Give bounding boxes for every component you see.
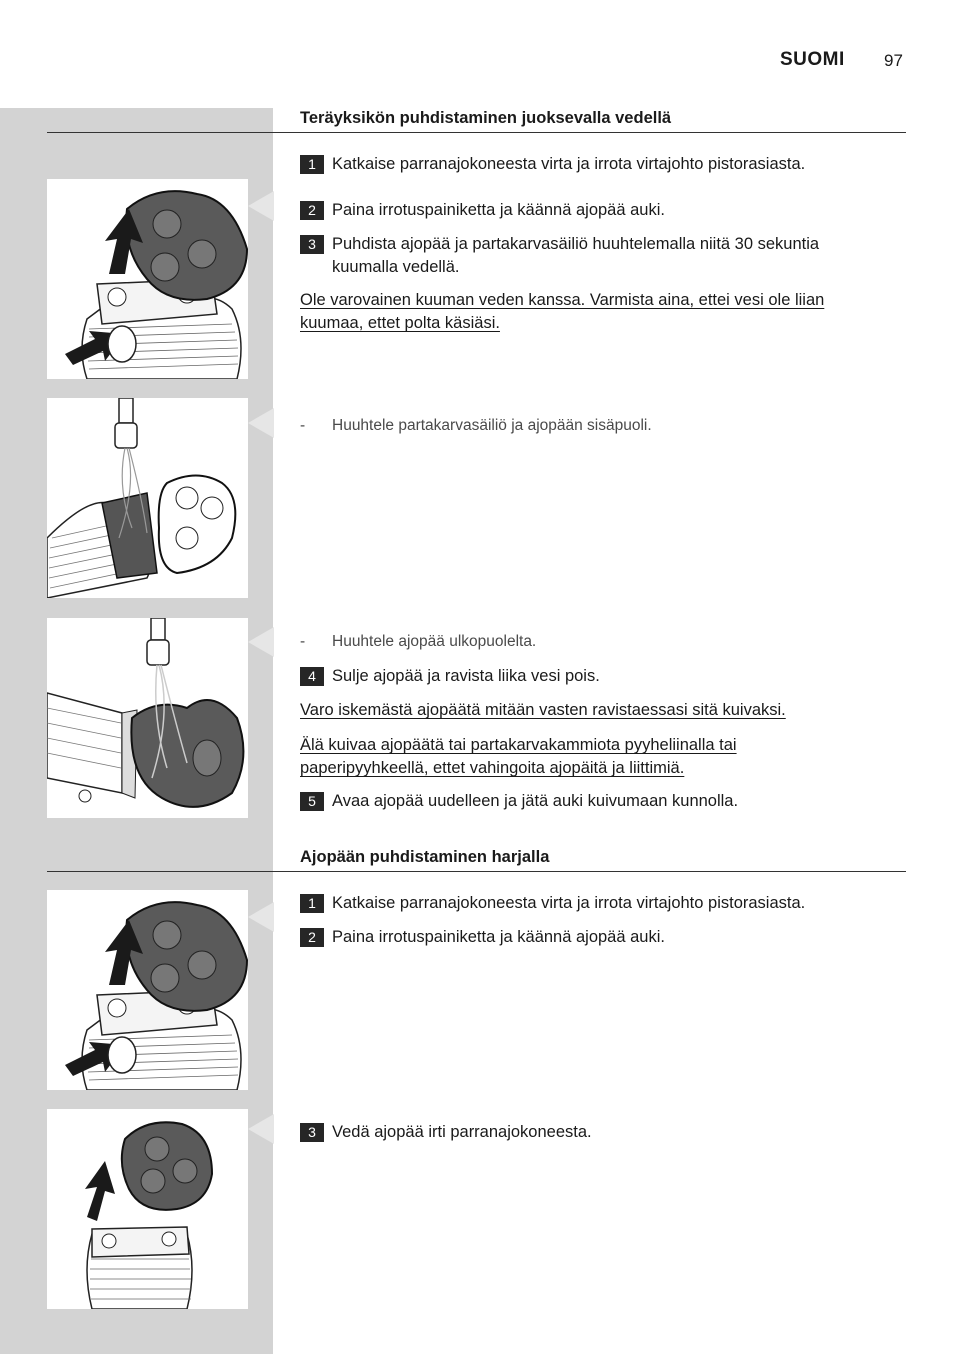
step-text: Katkaise parranajokoneesta virta ja irrota virtajohto pistorasiasta. <box>332 894 806 912</box>
step-3 <box>300 233 880 279</box>
step-number: 2 <box>300 928 324 947</box>
step-text: Vedä ajopää irti parranajokoneesta. <box>332 1123 592 1141</box>
illustration-open-shaving-unit <box>47 179 248 379</box>
section-divider <box>47 871 906 872</box>
callout-pointer <box>248 902 274 932</box>
warning-no-knocking: Varo iskemästä ajopäätä mitään vasten ravistaessasi sitä kuivaksi. <box>300 701 786 719</box>
language-header: SUOMI <box>780 49 845 70</box>
illustration-remove-shaving-unit <box>47 1109 248 1309</box>
step-number: 4 <box>300 667 324 686</box>
step-number: 1 <box>300 155 324 174</box>
step-number: 5 <box>300 792 324 811</box>
step-text: Katkaise parranajokoneesta virta ja irrota virtajohto pistorasiasta. <box>332 155 806 173</box>
step-number: 3 <box>300 235 324 254</box>
illustration-open-shaving-unit-2 <box>47 890 248 1090</box>
step-5 <box>300 790 890 813</box>
callout-pointer <box>248 627 274 657</box>
step-number: 2 <box>300 201 324 220</box>
section-divider <box>47 132 906 133</box>
section-title-brush: Ajopään puhdistaminen harjalla <box>300 848 550 866</box>
step-3-brush <box>300 1121 890 1144</box>
illustration-rinse-inside <box>47 398 248 598</box>
warning-no-towel: Älä kuivaa ajopäätä tai partakarvakammiota pyyheliinalla tai paperipyyhkeellä, ettet vahingoita ajopäitä ja liittimiä. <box>300 736 737 777</box>
step-text: Sulje ajopää ja ravista liika vesi pois. <box>332 667 600 685</box>
step-number: 1 <box>300 894 324 913</box>
step-text: Avaa ajopää uudelleen ja jätä auki kuivumaan kunnolla. <box>332 792 739 810</box>
step-4 <box>300 665 890 688</box>
step-2-brush <box>300 926 890 949</box>
illustration-rinse-outside <box>47 618 248 818</box>
callout-pointer <box>248 1114 274 1144</box>
warning-hot-water: Ole varovainen kuuman veden kanssa. Varmista aina, ettei vesi ole liian kuumaa, ettet polta käsiäsi. <box>300 291 825 332</box>
step-text: Paina irrotuspainiketta ja käännä ajopää auki. <box>332 201 665 219</box>
step-1-brush <box>300 892 890 915</box>
callout-pointer <box>248 191 274 221</box>
bullet-rinse-inside: - Huuhtele partakarvasäiliö ja ajopään sisäpuoli. <box>300 417 652 434</box>
step-number: 3 <box>300 1123 324 1142</box>
page-number: 97 <box>884 51 903 70</box>
bullet-rinse-outside: - Huuhtele ajopää ulkopuolelta. <box>300 633 537 650</box>
section-title-rinse: Teräyksikön puhdistaminen juoksevalla vedellä <box>300 109 672 127</box>
step-1 <box>300 153 890 176</box>
step-text: Puhdista ajopää ja partakarvasäiliö huuhtelemalla niitä 30 sekuntia kuumalla vedellä. <box>332 235 820 276</box>
step-text: Paina irrotuspainiketta ja käännä ajopää auki. <box>332 928 665 946</box>
callout-pointer <box>248 408 274 438</box>
step-2 <box>300 199 890 222</box>
